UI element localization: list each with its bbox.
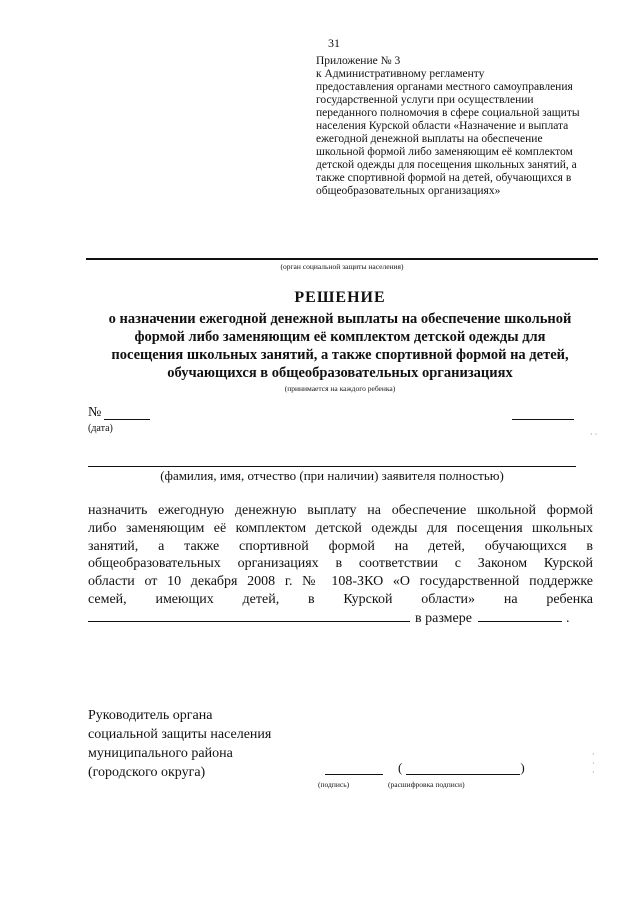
signature-caption: (подпись)	[318, 780, 350, 789]
body-last-line	[88, 609, 593, 628]
amount-label: в размере	[415, 610, 472, 626]
subtitle-line: посещения школьных занятий, а также спортивной формой на детей,	[111, 347, 569, 363]
page-number: 31	[328, 36, 340, 50]
signer-line: Руководитель органа	[88, 708, 213, 723]
body-line: либо заменяющим её комплектом детской одежды для посещения школьных	[88, 520, 593, 536]
org-name-field[interactable]	[86, 258, 598, 260]
body-line: занятий, а также спортивной формой на детей, обучающихся в	[88, 538, 593, 554]
signature-decode-field[interactable]	[406, 774, 520, 775]
body-line: назначить ежегодную денежную выплату на обеспечение школьной формой	[88, 503, 593, 518]
scan-artifact: · ·	[590, 430, 598, 439]
applicant-caption: (фамилия, имя, отчество (при наличии) заявителя полностью)	[160, 468, 504, 483]
number-field[interactable]	[104, 419, 150, 420]
appendix-line: переданного полномочия в сфере социальной защиты	[316, 107, 580, 119]
body-line: области от 10 декабря 2008 г. № 108-ЗКО «О государственной поддержке	[88, 574, 593, 590]
signer-block	[88, 706, 271, 782]
appendix-line: к Административному регламенту	[316, 68, 485, 80]
amount-field[interactable]	[478, 609, 562, 622]
date-label: (дата)	[88, 423, 113, 434]
appendix-line: школьной формой либо заменяющим её комплектом	[316, 146, 573, 158]
child-name-field[interactable]	[88, 609, 410, 622]
appendix-line: предоставления органами местного самоуправления	[316, 81, 573, 93]
subtitle-line: обучающихся в общеобразовательных организациях	[167, 365, 513, 381]
body-line: общеобразовательных организациях в соответствии с Законом Курской	[88, 556, 593, 572]
decode-close-paren: )	[520, 760, 525, 775]
applicant-name-field[interactable]	[88, 466, 576, 467]
appendix-line: государственной услуги при осуществлении	[316, 94, 534, 106]
body-end-mark: .	[565, 610, 570, 626]
appendix-line: общеобразовательных организациях»	[316, 185, 501, 197]
scan-artifact: · · ·	[592, 750, 595, 777]
appendix-line: детской одежды для посещения школьных занятий, а	[316, 159, 577, 171]
org-caption: (орган социальной защиты населения)	[280, 262, 404, 271]
subtitle-line: формой либо заменяющим её комплектом детской одежды для	[134, 329, 546, 345]
appendix-line: населения Курской области «Назначение и выплата	[316, 120, 569, 132]
date-field[interactable]	[512, 419, 574, 420]
document-title: РЕШЕНИЕ	[294, 289, 386, 306]
appendix-line: ежегодной денежной выплаты на обеспечение	[316, 133, 543, 145]
subtitle-line: о назначении ежегодной денежной выплаты на обеспечение школьной	[108, 311, 572, 327]
appendix-line: Приложение № 3	[316, 55, 401, 67]
appendix-block	[316, 55, 616, 198]
appendix-line: также спортивной формой на детей, обучающихся в	[316, 172, 572, 184]
body-line: семей, имеющих детей, в Курской области» на ребенка	[88, 591, 593, 607]
decision-body	[88, 502, 593, 628]
number-label: №	[88, 405, 102, 420]
signer-line: муниципального района	[88, 746, 233, 761]
decode-open-paren: (	[398, 760, 403, 775]
signature-field[interactable]	[325, 774, 383, 775]
subtitle-note: (принимается на каждого ребенка)	[284, 384, 396, 393]
signer-line: социальной защиты населения	[88, 727, 272, 742]
decode-caption: (расшифровка подписи)	[388, 780, 465, 789]
signer-line: (городского округа)	[88, 765, 206, 780]
document-subtitle	[60, 310, 620, 382]
